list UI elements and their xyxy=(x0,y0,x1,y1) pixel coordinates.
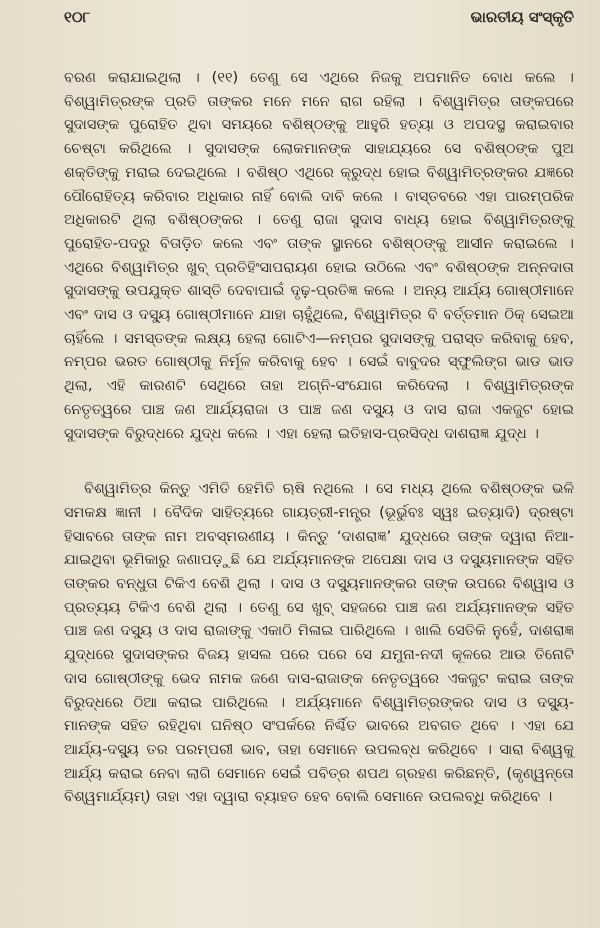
paragraph-1: ବରଣ କରାଯାଇଥିଲା । (୧୧) ତେଣୁ ସେ ଏଥିରେ ନିଜକୁ ଅପମାନିତ ବୋଧ କଲେ । ବିଶ୍ୱାମିତ୍ରଙ୍କ ପ୍ରତି ତାଙ୍କର ମନେ ମନେ ରାଗ ରହିଲା । ବିଶ୍ୱାମିତ୍ର ତାଙ୍କପରେ ସୁଦାସଙ୍କ ପୁରୋହିତ ଥିବା ସମୟରେ ବଶିଷ୍ଠଙ୍କୁ ଆହୁରି ହତ୍ୟା ଓ ଅପଦସ୍ଥ କରାଇବାର ଚେଷ୍ଟା କରିଥିଲେ । ସୁଦାସଙ୍କ ଲୋକମାନଙ୍କ ସାହାଯ୍ୟରେ ସେ ବଶିଷ୍ଠଙ୍କ ପୁଅ ଶକ୍ତିଙ୍କୁ ମରାଇ ଦେଇଥିଲେ । ବଶିଷ୍ଠ ଏଥିରେ କ୍ରୁଦ୍ଧ ହୋଇ ବିଶ୍ୱାମିତ୍ରଙ୍କର ଯଜ୍ଞରେ ପୌରୋହିତ୍ୟ କରିବାର ଅଧିକାର ନାହିଁ ବୋଲି ଦାବି କଲେ । ବାସ୍ତବରେ ଏହା ପାରମ୍ପରିକ ଅଧିକାରଟି ଥିଲା ବଶିଷ୍ଠଙ୍କର । ତେଣୁ ରାଜା ସୁଦାସ ବାଧ୍ୟ ହୋଇ ବିଶ୍ୱାମିତ୍ରଙ୍କୁ ପୁରୋହିତ-ପଦରୁ ବିତାଡ଼ିତ କଲେ ଏବଂ ତାଙ୍କ ସ୍ଥାନରେ ବଶିଷ୍ଠଙ୍କୁ ଆସୀନ କରାଇଲେ । ଏଥିରେ ବିଶ୍ୱାମିତ୍ର ଖୁବ୍ ପ୍ରତିହିଂସାପରାୟଣ ହୋଇ ଉଠିଲେ ଏବଂ ବଶିଷ୍ଠଙ୍କ ଅନ୍ନଦାତା ସୁଦାସଙ୍କୁ ଉପଯୁକ୍ତ ଶାସ୍ତି ଦେବାପାଇଁ ଦୃଢ଼-ପ୍ରତିଜ୍ଞ କଲେ । ଅନ୍ୟ ଆର୍ଯ୍ୟ ଗୋଷ୍ଠୀମାନେ ଏବଂ ଦାସ ଓ ଦସ୍ୟୁ ଗୋଷ୍ଠୀମାନେ ଯାହା ଚାହୁଁଥିଲେ, ବିଶ୍ୱାମିତ୍ର ବି ବର୍ତ୍ତମାନ ଠିକ୍ ସେଇଆ ଚାହିଁଲେ । ସମସ୍ତଙ୍କ ଲକ୍ଷ୍ୟ ହେଲା ଗୋଟିଏ—ନମ୍ପର ସୁଦାସଙ୍କୁ ପରାସ୍ତ କରିବାକୁ ହେବ, ନମ୍ପର ଭରତ ଗୋଷ୍ଠୀକୁ ନିର୍ମୂଳ କରିବାକୁ ହେବ । ସେଇଁ ବାବୁଦର ସ୍ଫୁଲିଙ୍ଗ ଭାଡ ଭାଡ ଥିଲା, ଏହି କାରଣଟି ସେଥିରେ ତାହା ଅଗ୍ନି-ସଂଯୋଗ କରିଦେଲା । ବିଶ୍ୱାମିତ୍ରଙ୍କ ନେତୃତ୍ୱରେ ପାଞ୍ଚ ଜଣ ଆର୍ଯ୍ୟରାଜା ଓ ପାଞ୍ଚ ଜଣ ଦସ୍ୟୁ ଓ ଦାସ ରାଜା ଏକଜୁଟ ହୋଇ ସୁଦାସଙ୍କ ବିରୁଦ୍ଧରେ ଯୁଦ୍ଧ କଲେ । ଏହା ହେଲା ଇତିହାସ-ପ୍ରସିଦ୍ଧ ଦାଶରାଜ୍ଞ ଯୁଦ୍ଧ । xyxy=(64,69,574,442)
page-number: ୧୦୮ xyxy=(64,8,91,26)
paragraph-2: ବିଶ୍ୱାମିତ୍ର କିନ୍ତୁ ଏମିତି ହେମିତି ଋଷି ନଥିଲେ । ସେ ମଧ୍ୟ ଥିଲେ ବଶିଷ୍ଠଙ୍କ ଭଳି ସମକକ୍ଷ ଜ୍ଞାନୀ । ବୈଦିକ ସାହିତ୍ୟରେ ଗାୟତ୍ରୀ-ମନ୍ତ୍ର (ଭୂର୍ଭୁବଃ ସ୍ୱଃ ଇତ୍ୟାଦି) ଦ୍ରଷ୍ଟା ହିସାବରେ ତାଙ୍କ ନାମ ଅବସ୍ମରଣୀୟ । କିନ୍ତୁ ‘ଦାଶରାଜ୍ଞ’ ଯୁଦ୍ଧରେ ତାଙ୍କ ଦ୍ୱାରା ନିଆ-ଯାଇଥିବା ଭୂମିକାରୁ ଜଣାପଡ଼ୁଛି ଯେ ଅର୍ଯ୍ୟମାନଙ୍କ ଅପେକ୍ଷା ଦାସ ଓ ଦସ୍ୟୁମାନଙ୍କ ସହିତ ତାଙ୍କର ବନ୍ଧୁତା ଟିକିଏ ବେଶି ଥିଲା । ଦାସ ଓ ଦସ୍ୟୁମାନଙ୍କର ତାଙ୍କ ଉପରେ ବିଶ୍ୱାସ ଓ ପ୍ରତ୍ୟୟ ଟିକିଏ ବେଶି ଥିଲା । ତେଣୁ ସେ ଖୁବ୍ ସହଜରେ ପାଞ୍ଚ ଜଣ ଅର୍ଯ୍ୟମାନଙ୍କ ସହିତ ପାଞ୍ଚ ଜଣ ଦସ୍ୟୁ ଓ ଦାସ ରାଜାଙ୍କୁ ଏକାଠି ମିଳାଇ ପାରିଥିଲେ । ଖାଲି ସେତିକି ନୁହେଁ, ଦାଶରାଜ୍ଞ ଯୁଦ୍ଧରେ ସୁଦାସଙ୍କର ବିଜୟ ହାସଲ ପରେ ପରେ ସେ ଯମୁନା-ନଦୀ କୂଳରେ ଆଉ ତିନୋଟି ଦାସ ଗୋଷ୍ଠୀଙ୍କୁ ଭେଦ ନାମକ ଜଣେ ଦାସ-ରାଜାଙ୍କ ନେତୃତ୍ୱରେ ଏକଜୁଟ କରାଇ ତାଙ୍କ ବିରୁଦ୍ଧରେ ଠିଆ କରାଇ ପାରିଥିଲେ । ଅର୍ଯ୍ୟମାନେ ବିଶ୍ୱାମିତ୍ରଙ୍କର ଦାସ ଓ ଦସ୍ୟୁ-ମାନଙ୍କ ସହିତ ରହିଥିବା ଘନିଷ୍ଠ ସଂପର୍କରେ ନିର୍ଶ୍ଚିତ ଭାବରେ ଅବଗତ ଥିବେ । ଏହା ଯେ ଆର୍ଯ୍ୟ-ଦସ୍ୟୁ ତର ପରମ୍ପରୀ ଭାବ, ତାହା ସେମାନେ ଉପଲବ୍ଧ କରିଥିବେ । ସାରା ବିଶ୍ୱକୁ ଆର୍ଯ୍ୟ କରାଇ ନେବା ଲାଗି ସେମାନେ ସେଇଁ ପବିତ୍ର ଶପଥ ଗ୍ରହଣ କରିଛନ୍ତି, (କୃଣ୍ୱନ୍ତୋ ବିଶ୍ୱମାର୍ଯ୍ୟମ୍) ତାହା ଏହା ଦ୍ୱାରା ବ୍ୟାହତ ହେବ ବୋଲି ସେମାନେ ଉପଲବ୍ଧି କରିଥିବେ । xyxy=(64,480,574,806)
running-title: ଭାରତୀୟ ସଂସ୍କୃତି xyxy=(470,8,574,26)
page-header xyxy=(64,8,574,38)
